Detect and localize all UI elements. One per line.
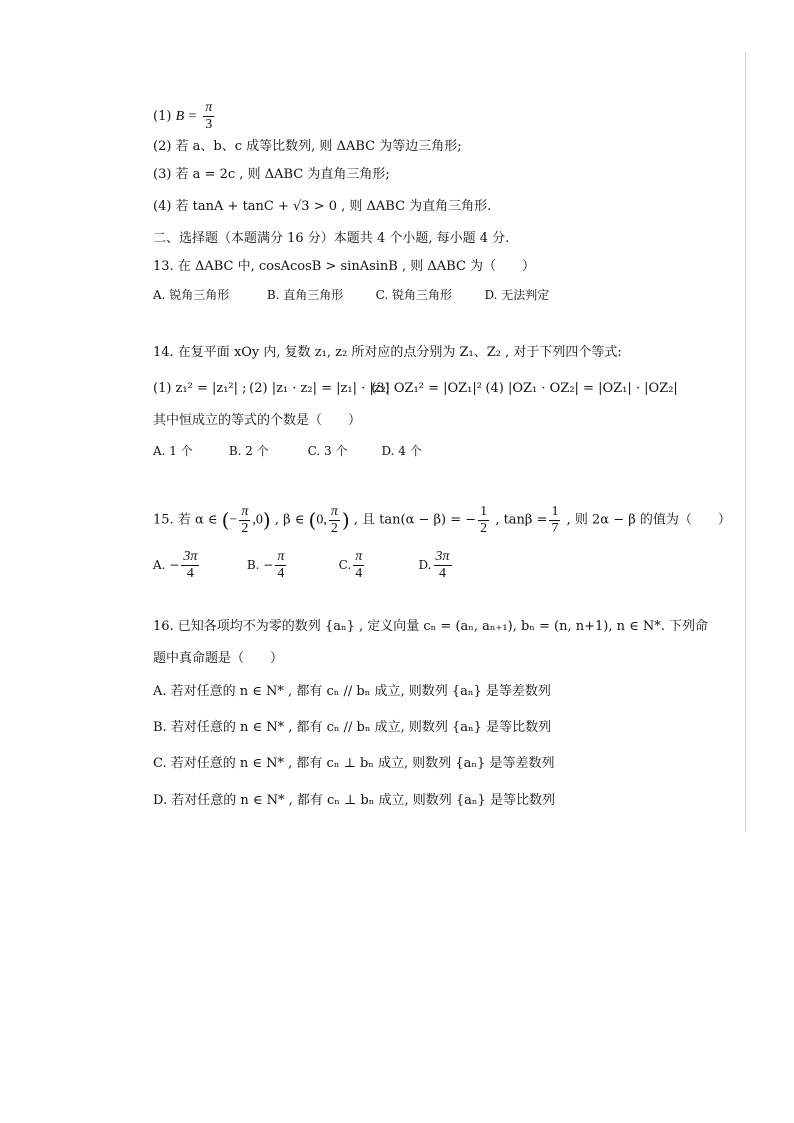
q16-option-d: D. 若对任意的 n ∈ N* , 都有 cₙ ⊥ bₙ 成立, 则数列 {aₙ} 是等比数列 [153, 793, 555, 808]
q13-option-b: B. 直角三角形 [266, 288, 344, 302]
question-15-stem: 15. 若 α ∈ (− $\frac{\pi}{2}$ ,0) , β ∈ (0, $\frac{\pi}{2}$ ) , 且 tan(α − β) = − $\frac{1}{2}$ , tanβ = $\frac{1}{7}$ , 则 2α − β 的值为（ ） [153, 503, 731, 536]
q13-option-a: A. 锐角三角形 [153, 288, 230, 302]
q15-option-b: B. − $\frac{\pi}{4}$ [246, 549, 285, 581]
q15-frac-2: $\frac{\pi}{2}$ [330, 503, 338, 536]
q15-frac-1: $\frac{\pi}{2}$ [241, 503, 249, 536]
q14-option-a: A. 1 个 [153, 444, 193, 458]
q15-stem-b: , β ∈ [274, 512, 305, 528]
q14-option-d: D. 4 个 [381, 444, 422, 458]
q14-eq-2: (2) |z₁ · z₂| = |z₁| · |z₂| [249, 381, 391, 396]
q15-stem-a: 15. 若 α ∈ [153, 512, 218, 528]
question-14-stem: 14. 在复平面 xOy 内, 复数 z₁, z₂ 所对应的点分别为 Z₁、Z₂ , 对于下列四个等式: [153, 345, 622, 360]
item-3: (3) 若 a = 2c , 则 ΔABC 为直角三角形; [153, 167, 390, 182]
item-1 [153, 100, 216, 133]
question-16-stem-1: 16. 已知各项均不为零的数列 {aₙ} , 定义向量 cₙ = (aₙ, aₙ₊₁), bₙ = (n, n+1), n ∈ N*. 下列命 [153, 619, 709, 634]
q16-option-c: C. 若对任意的 n ∈ N* , 都有 cₙ ⊥ bₙ 成立, 则数列 {aₙ} 是等差数列 [153, 756, 555, 771]
item-1-numerator: π [205, 100, 213, 115]
question-15-options [153, 548, 454, 582]
q15-frac-3: $\frac{1}{2}$ [480, 503, 488, 536]
q16-option-b: B. 若对任意的 n ∈ N* , 都有 cₙ // bₙ 成立, 则数列 {aₙ} 是等比数列 [153, 720, 552, 735]
q14-eq-4: (4) |OZ₁ · OZ₂| = |OZ₁| · |OZ₂| [485, 381, 678, 396]
q15-option-d: D. $\frac{3\pi}{4}$ [418, 549, 450, 581]
q15-stem-c: , 且 tan(α − β) = − [353, 512, 477, 528]
item-2: (2) 若 a、b、c 成等比数列, 则 ΔABC 为等边三角形; [153, 139, 462, 154]
item-1-fraction [203, 100, 214, 133]
question-14-options [153, 442, 422, 460]
q13-option-d: D. 无法判定 [484, 288, 550, 302]
q15-option-c: C. $\frac{\pi}{4}$ [338, 549, 363, 581]
question-14-follow: 其中恒成立的等式的个数是（ ） [153, 413, 362, 428]
question-14-equations [153, 380, 678, 398]
q14-eq-1: (1) z₁² = |z₁²| ; [153, 381, 247, 396]
q15-option-a: A. − $\frac{3\pi}{4}$ [153, 549, 198, 581]
q16-option-a: A. 若对任意的 n ∈ N* , 都有 cₙ // bₙ 成立, 则数列 {aₙ} 是等差数列 [153, 684, 551, 699]
question-16-stem-2: 题中真命题是（ ） [153, 651, 284, 666]
margin-rule [745, 52, 746, 832]
item-1-label: (1) [153, 109, 172, 124]
q13-option-c: C. 锐角三角形 [375, 288, 453, 302]
q15-stem-d: , tanβ = [495, 512, 548, 528]
item-1-denominator: 3 [205, 117, 213, 132]
q14-eq-3: (3) OZ₁² = |OZ₁|² [371, 381, 482, 396]
q15-stem-e: , 则 2α − β 的值为（ ） [566, 512, 731, 528]
q15-frac-4: $\frac{1}{7}$ [551, 503, 559, 536]
section-heading: 二、选择题（本题满分 16 分）本题共 4 个小题, 每小题 4 分. [153, 231, 510, 246]
item-1-math: B = [175, 109, 198, 124]
q14-option-b: B. 2 个 [228, 444, 269, 458]
q15-paren-open-1: ( [221, 508, 230, 532]
q14-option-c: C. 3 个 [307, 444, 348, 458]
question-13-stem: 13. 在 ΔABC 中, cosAcosB > sinAsinB , 则 ΔABC 为（ ） [153, 259, 536, 274]
item-4: (4) 若 tanA + tanC + √3 > 0 , 则 ΔABC 为直角三角形. [153, 199, 492, 214]
question-13-options [153, 286, 549, 304]
